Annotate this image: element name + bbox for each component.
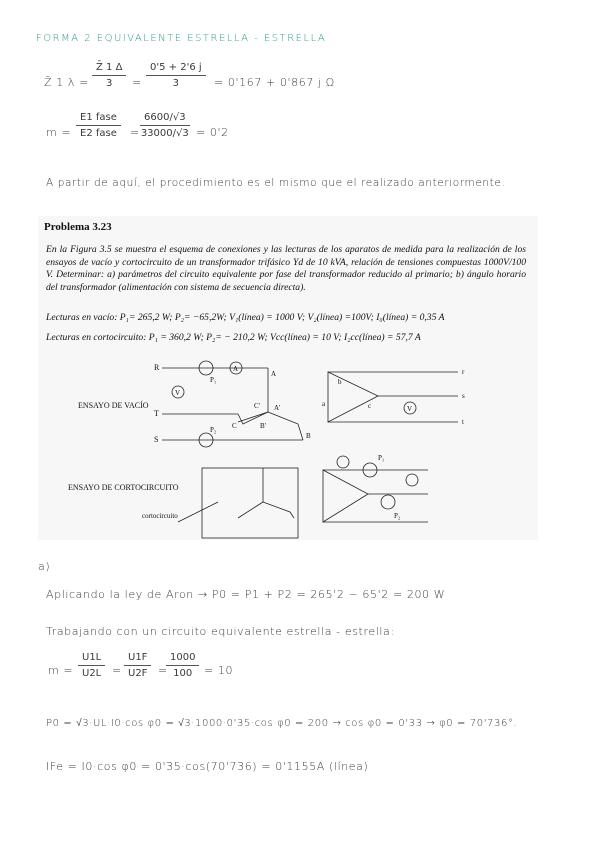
label-Cp: C' bbox=[254, 402, 260, 410]
label-T: T bbox=[154, 409, 159, 418]
equals: = bbox=[112, 664, 122, 677]
denominator: 3 bbox=[172, 78, 179, 89]
note-text: A partir de aquí, el procedimiento es el mismo que el realizado anteriormente. bbox=[46, 177, 506, 189]
eq2-frac1 bbox=[76, 112, 121, 139]
p0-line: P0 = √3·UL·I0·cos φ0 = √3·1000·0'35·cos φ0 = 200 → cos φ0 = 0'33 → φ0 = 70'736°. bbox=[46, 718, 518, 729]
label-P2: P₂ bbox=[210, 426, 217, 434]
label-b: b bbox=[338, 378, 342, 386]
numerator: U1F bbox=[124, 652, 151, 666]
ife-line: IFe = I0·cos φ0 = 0'35·cos(70'736) = 0'1155A (línea) bbox=[46, 760, 369, 773]
readings-vacio: Lecturas en vacío: P₁= 265,2 W; P₂= −65,2W; V₁(línea) = 1000 V; V₂(línea) =100V; I₀(línea) = 0,35 A bbox=[46, 312, 445, 323]
voltmeter-label: V bbox=[407, 405, 413, 413]
label-P1: P₁ bbox=[210, 376, 217, 384]
problem-scan bbox=[38, 216, 538, 540]
label-P2-cc: P₂ bbox=[394, 512, 401, 520]
label-Bp: B' bbox=[260, 422, 266, 430]
voltmeter-label: V bbox=[175, 389, 181, 397]
label-cortocircuito-test: ENSAYO DE CORTOCIRCUITO bbox=[68, 483, 179, 492]
eq1-result: = 0'167 + 0'867 j Ω bbox=[214, 76, 335, 89]
denominator: U2F bbox=[128, 668, 148, 679]
problem-title: Problema 3.23 bbox=[44, 221, 112, 233]
m-frac1 bbox=[78, 652, 105, 679]
label-S: S bbox=[154, 435, 159, 444]
equals: = bbox=[158, 664, 168, 677]
numerator: 6600/√3 bbox=[140, 112, 190, 126]
label-r: r bbox=[462, 368, 465, 376]
numerator: 0'5 + 2'6 j bbox=[146, 62, 206, 76]
m-lhs: m = bbox=[48, 664, 74, 677]
label-short-circuit: cortocircuito bbox=[142, 512, 178, 520]
denominator: 100 bbox=[173, 668, 193, 679]
circuit-figure bbox=[38, 352, 538, 540]
numerator: 1000 bbox=[166, 652, 199, 666]
label-a: a bbox=[322, 400, 326, 408]
eq2-frac2 bbox=[140, 112, 190, 139]
m-result: = 10 bbox=[204, 664, 234, 677]
aron-line: Aplicando la ley de Aron → P0 = P1 + P2 = 265'2 − 65'2 = 200 W bbox=[46, 588, 446, 601]
label-s: s bbox=[462, 392, 465, 400]
part-a-label: a) bbox=[38, 560, 51, 573]
label-R: R bbox=[154, 363, 160, 372]
readings-cortocircuito: Lecturas en cortocircuito: P₁ = 360,2 W; P₂= − 210,2 W; Vcc(línea) = 10 V; I₂cc(línea) = 57,7 A bbox=[46, 332, 421, 343]
numerator: E1 fase bbox=[76, 112, 121, 126]
label-A: A bbox=[271, 370, 277, 378]
ammeter-label: A bbox=[233, 365, 239, 373]
equals: = bbox=[130, 126, 140, 139]
numerator: U1L bbox=[78, 652, 105, 666]
denominator: E2 fase bbox=[80, 128, 117, 139]
working-line: Trabajando con un circuito equivalente estrella - estrella: bbox=[46, 625, 395, 638]
numerator: Z̄ 1 Δ bbox=[92, 62, 126, 76]
m-frac2 bbox=[124, 652, 151, 679]
equals: = bbox=[132, 76, 142, 89]
label-t: t bbox=[462, 418, 464, 426]
label-c: c bbox=[368, 402, 372, 410]
denominator: U2L bbox=[82, 668, 102, 679]
label-B: B bbox=[306, 432, 311, 440]
eq2-lhs: m = bbox=[46, 126, 72, 139]
m-frac3 bbox=[166, 652, 199, 679]
eq1-lhs: Z̄ 1 λ = bbox=[44, 76, 89, 89]
label-Ap: A' bbox=[274, 404, 281, 412]
denominator: 3 bbox=[106, 78, 113, 89]
denominator: 33000/√3 bbox=[140, 128, 189, 139]
label-C: C bbox=[232, 422, 237, 430]
label-P1-cc: P₁ bbox=[378, 454, 385, 462]
section-title: FORMA 2 EQUIVALENTE ESTRELLA - ESTRELLA bbox=[36, 33, 327, 44]
eq1-frac2 bbox=[146, 62, 206, 89]
eq2-result: = 0'2 bbox=[196, 126, 229, 139]
label-vacio: ENSAYO DE VACÍO bbox=[78, 401, 149, 410]
eq1-frac1 bbox=[92, 62, 126, 89]
problem-statement: En la Figura 3.5 se muestra el esquema de conexiones y las lecturas de los aparatos de medida para la realización de los ensayos de vacío y cortocircuito de un transformador trifásico Yd de 10 kVA, relación de tensiones compuestas 1000V/100 V. Determinar: a) parámetros del circuito equivalente por fase del transformador reducido al primario; b) ángulo horario del transformador (alimentación con sistema de secuencia directa). bbox=[46, 244, 526, 293]
